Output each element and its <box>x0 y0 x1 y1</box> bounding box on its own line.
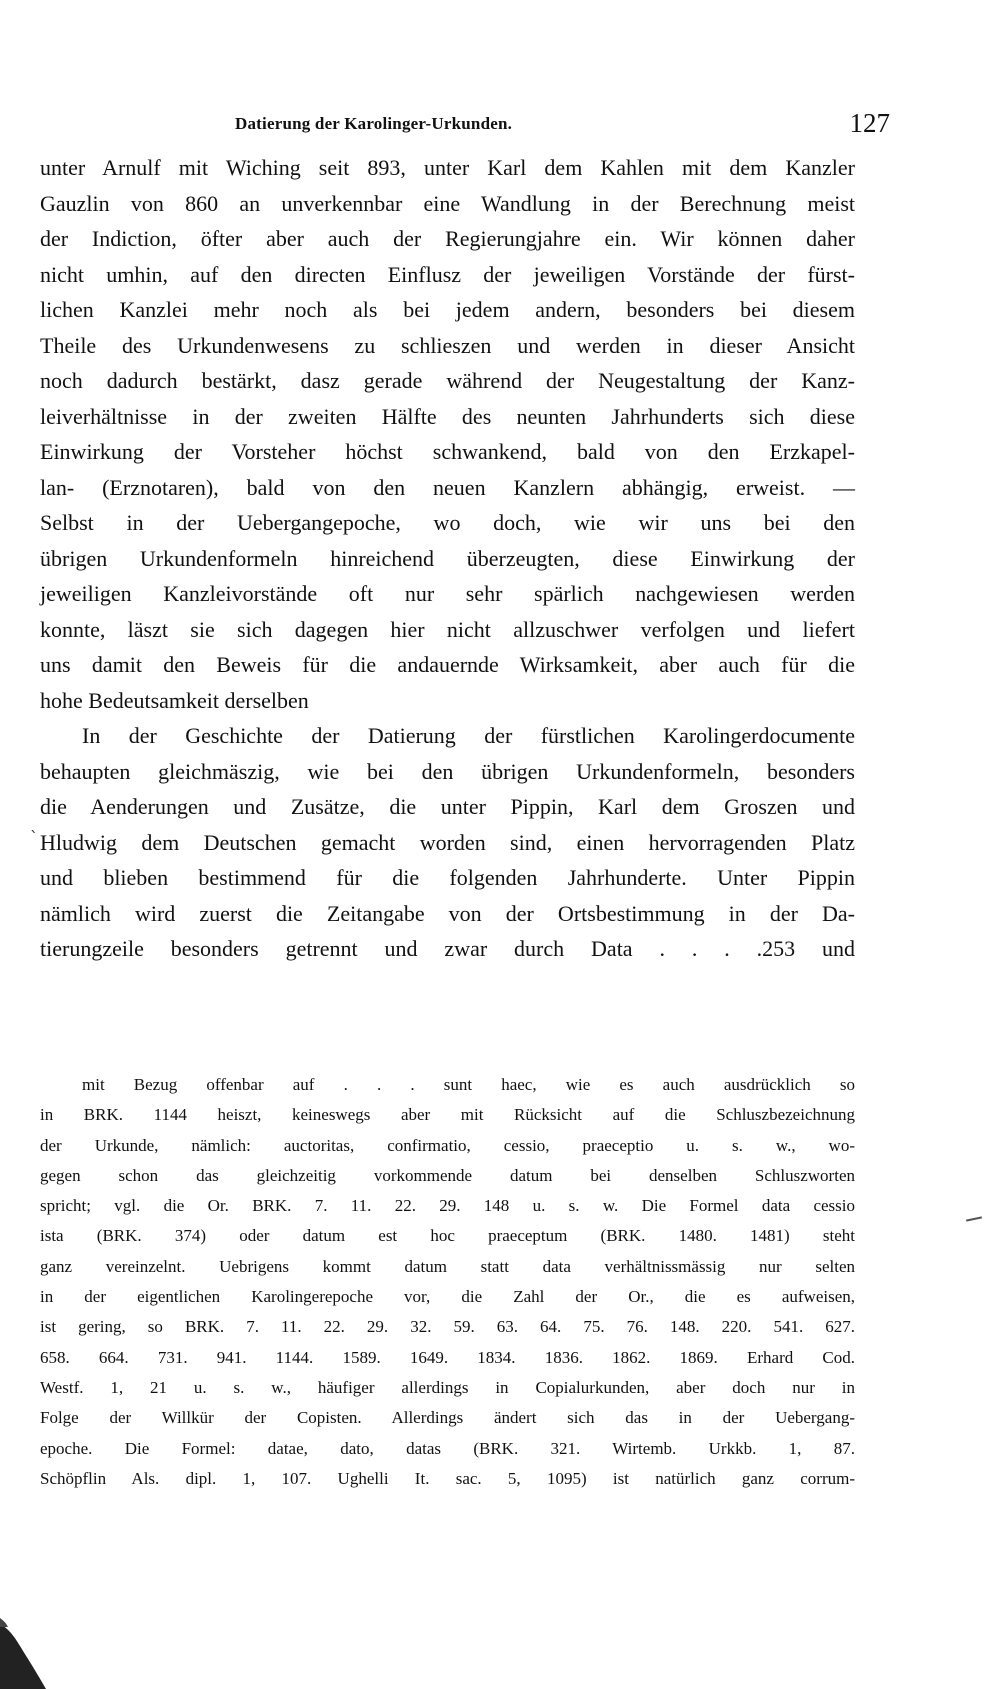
text-line: hohe Bedeutsamkeit derselben <box>40 687 309 713</box>
text-line: Gauzlin von 860 an unverkennbar eine Wandlung in der Berechnung meist <box>40 190 855 216</box>
text-line: nicht umhin, auf den directen Einflusz der jeweiligen Vorstände der fürst- <box>40 261 855 287</box>
text-line: jeweiligen Kanzleivorstände oft nur sehr spärlich nachgewiesen werden <box>40 581 855 606</box>
text-line: Theile des Urkundenwesens zu schlieszen und werden in dieser Ansicht <box>40 332 855 358</box>
footnote-line: gegen schon das gleichzeitig vorkommende datum bei denselben Schluszworten <box>40 1165 855 1185</box>
text-line: konnte, läszt sie sich dagegen hier nicht allzuschwer verfolgen und liefert <box>40 616 855 642</box>
text-line: Selbst in der Uebergangepoche, wo doch, wie wir uns bei den <box>40 510 855 535</box>
footnote-line: ganz vereinzelnt. Uebrigens kommt datum statt data verhältnissmässig nur selten <box>40 1256 855 1276</box>
text-line: uns damit den Beweis für die andauernde Wirksamkeit, aber auch für die <box>40 652 855 677</box>
main-text <box>40 150 855 967</box>
text-line: lan- (Erznotaren), bald von den neuen Kanzlern abhängig, erweist. — <box>40 474 855 500</box>
text-line: tierungzeile besonders getrennt und zwar durch Data . . . .253 und <box>40 936 855 961</box>
page-number: 127 <box>849 108 890 138</box>
footnote-line: Schöpflin Als. dipl. 1, 107. Ughelli It. sac. 5, 1095) ist natürlich ganz corrum- <box>40 1468 855 1488</box>
text-line: unter Arnulf mit Wiching seit 893, unter Karl dem Kahlen mit dem Kanzler <box>40 155 855 180</box>
footnote-line: ista (BRK. 374) oder datum est hoc praeceptum (BRK. 1480. 1481) steht <box>40 1226 855 1246</box>
text-line: Hludwig dem Deutschen gemacht worden sind, einen hervorragenden Platz <box>40 829 855 855</box>
text-line: der Indiction, öfter aber auch der Regierungjahre ein. Wir können daher <box>40 226 855 251</box>
footnote-line: Westf. 1, 21 u. s. w., häufiger allerdings in Copialurkunden, aber doch nur in <box>40 1377 855 1397</box>
footnotes <box>40 1070 855 1494</box>
text-line: die Aenderungen und Zusätze, die unter Pippin, Karl dem Groszen und <box>40 794 855 819</box>
running-title: Datierung der Karolinger-Urkunden. <box>235 114 513 133</box>
text-line: Einwirkung der Vorsteher höchst schwankend, bald von den Erzkapel- <box>40 439 855 464</box>
footnote-line: spricht; vgl. die Or. BRK. 7. 11. 22. 29. 148 u. s. w. Die Formel data cessio <box>40 1196 855 1216</box>
footnote-line: 658. 664. 731. 941. 1144. 1589. 1649. 1834. 1836. 1862. 1869. Erhard Cod. <box>40 1347 855 1367</box>
footnote-line: epoche. Die Formel: datae, dato, datas (BRK. 321. Wirtemb. Urkkb. 1, 87. <box>40 1438 855 1458</box>
text-line: nämlich wird zuerst die Zeitangabe von der Ortsbestimmung in der Da- <box>40 900 855 926</box>
text-line: In der Geschichte der Datierung der fürstlichen Karolingerdocumente <box>82 723 855 748</box>
footnote-line: der Urkunde, nämlich: auctoritas, confirmatio, cessio, praeceptio u. s. w., wo- <box>40 1135 855 1155</box>
margin-dash <box>966 1216 982 1221</box>
text-line: und blieben bestimmend für die folgenden Jahrhunderte. Unter Pippin <box>40 865 855 890</box>
text-line: übrigen Urkundenformeln hinreichend überzeugten, diese Einwirkung der <box>40 545 855 571</box>
text-line: noch dadurch bestärkt, dasz gerade während der Neugestaltung der Kanz- <box>40 368 855 393</box>
margin-mark: ` <box>30 828 38 847</box>
footnote-line: ist gering, so BRK. 7. 11. 22. 29. 32. 59. 63. 64. 75. 76. 148. 220. 541. 627. <box>40 1317 855 1337</box>
footnote-line: mit Bezug offenbar auf . . . sunt haec, wie es auch ausdrücklich so <box>82 1075 855 1094</box>
footnote-line: Folge der Willkür der Copisten. Allerdings ändert sich das in der Uebergang- <box>40 1408 855 1428</box>
footnote-line: in BRK. 1144 heiszt, keineswegs aber mit Rücksicht auf die Schluszbezeichnung <box>40 1105 855 1125</box>
running-head <box>95 108 890 148</box>
text-line: behaupten gleichmäszig, wie bei den übrigen Urkundenformeln, besonders <box>40 758 855 784</box>
scan-artifact <box>0 1618 46 1689</box>
footnote-line: in der eigentlichen Karolingerepoche vor, die Zahl der Or., die es aufweisen, <box>40 1287 855 1307</box>
text-line: lichen Kanzlei mehr noch als bei jedem andern, besonders bei diesem <box>40 297 855 322</box>
text-line: leiverhältnisse in der zweiten Hälfte des neunten Jahrhunderts sich diese <box>40 403 855 429</box>
